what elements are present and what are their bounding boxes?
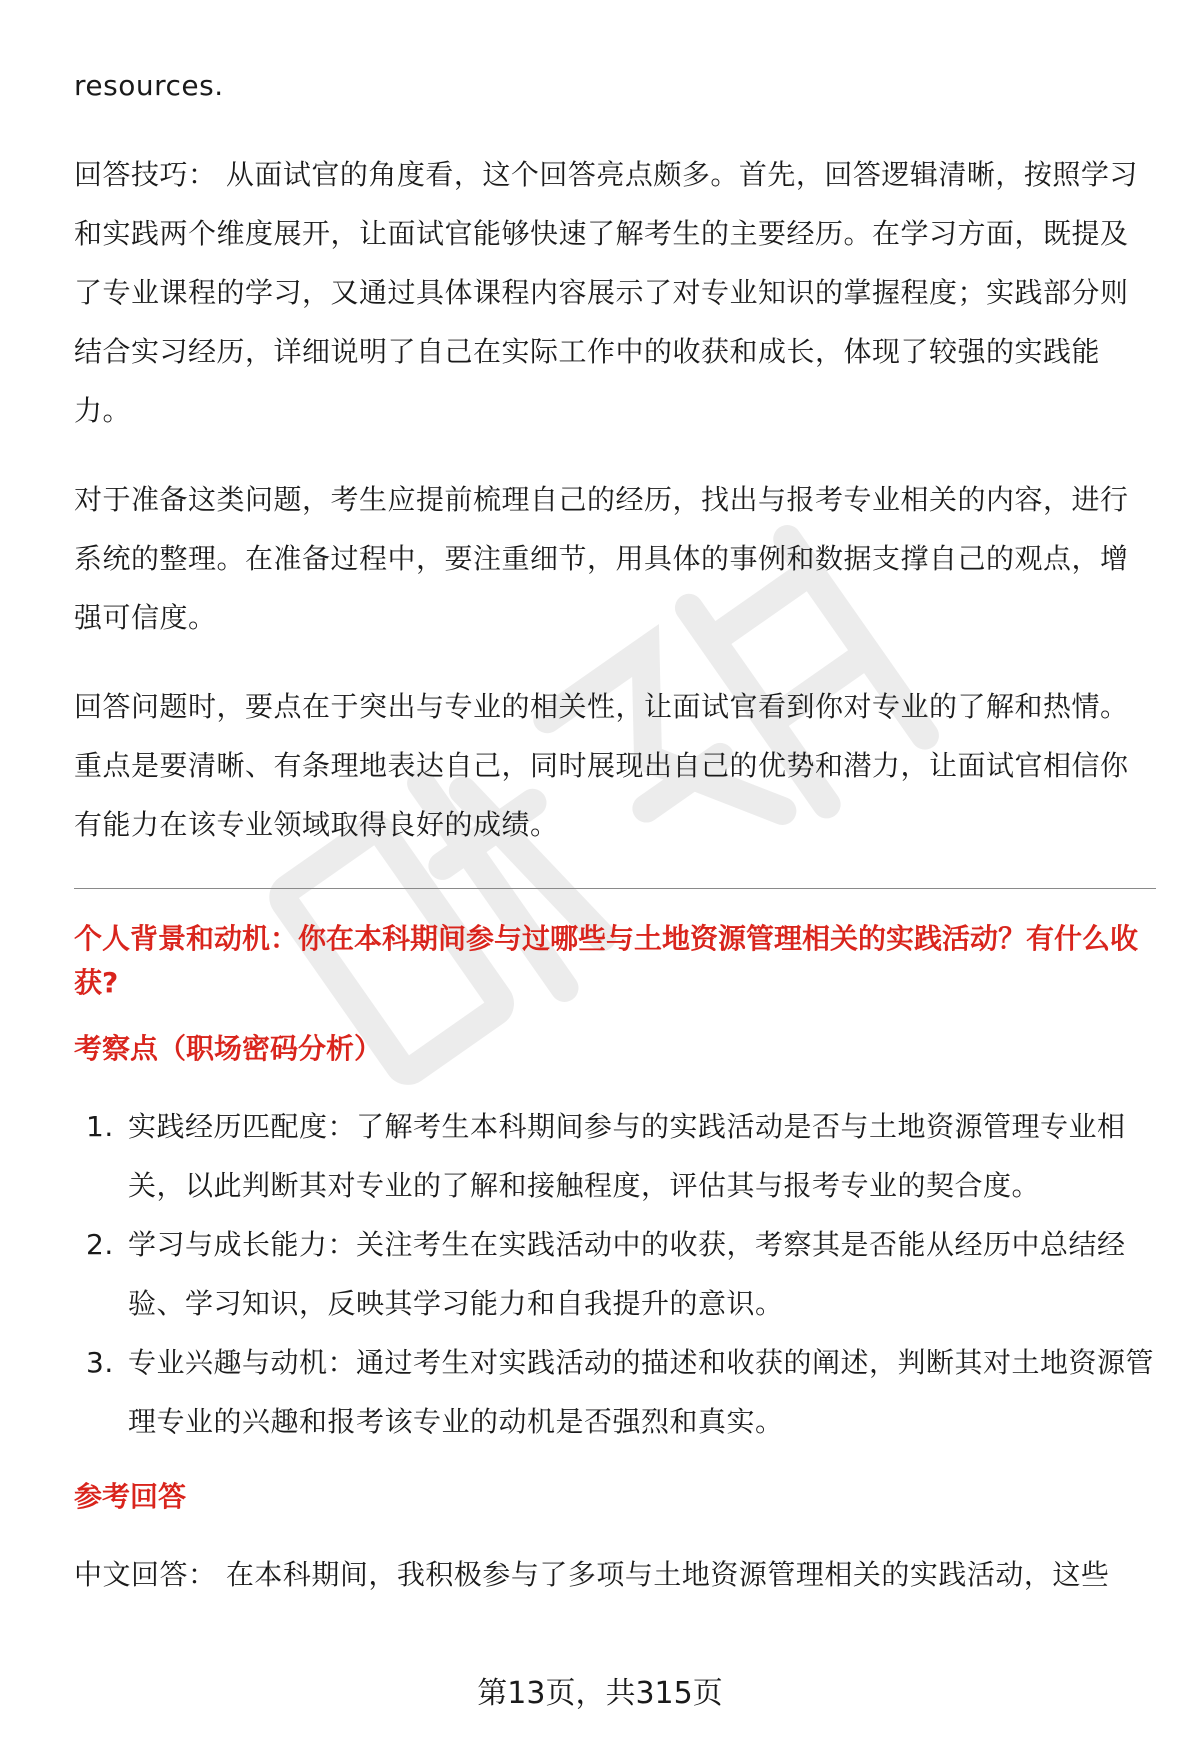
paragraph-fragment: resources.	[74, 69, 224, 102]
list-item	[74, 1333, 1156, 1451]
list-number: 3.	[86, 1346, 114, 1379]
list-number: 1.	[86, 1110, 114, 1143]
paragraph-answer-tips: 回答技巧： 从面试官的角度看，这个回答亮点颇多。首先，回答逻辑清晰，按照学习和实践两个维度展开，让面试官能够快速了解考生的主要经历。在学习方面，既提及了专业课程的学习，又通过具体课程内容展示了对专业知识的掌握程度；实践部分则结合实习经历，详细说明了自己在实际工作中的收获和成长，体现了较强的实践能力。	[74, 158, 1138, 427]
paragraph-key-points: 回答问题时，要点在于突出与专业的相关性，让面试官看到你对专业的了解和热情。重点是要清晰、有条理地表达自己，同时展现出自己的优势和潜力，让面试官相信你有能力在该专业领域取得良好的成绩。	[74, 690, 1129, 841]
paragraph-answer-start: 中文回答： 在本科期间，我积极参与了多项与土地资源管理相关的实践活动，这些	[74, 1558, 1110, 1591]
section-divider	[74, 888, 1156, 889]
list-item	[74, 1215, 1156, 1333]
answer-heading: 参考回答	[74, 1480, 187, 1513]
list-number: 2.	[86, 1228, 114, 1261]
list-text: 学习与成长能力：关注考生在实践活动中的收获，考察其是否能从经历中总结经验、学习知识，反映其学习能力和自我提升的意识。	[128, 1228, 1126, 1320]
list-text: 实践经历匹配度：了解考生本科期间参与的实践活动是否与土地资源管理专业相关，以此判断其对专业的了解和接触程度，评估其与报考专业的契合度。	[128, 1110, 1126, 1202]
question-title: 个人背景和动机：你在本科期间参与过哪些与土地资源管理相关的实践活动？有什么收获?	[74, 922, 1139, 999]
list-text: 专业兴趣与动机：通过考生对实践活动的描述和收获的阐述，判断其对土地资源管理专业的兴趣和报考该专业的动机是否强烈和真实。	[128, 1346, 1155, 1438]
list-item	[74, 1097, 1156, 1215]
analysis-list	[74, 1097, 1156, 1451]
page-footer: 第13页，共315页	[477, 1676, 723, 1711]
page-content	[74, 56, 1156, 1634]
analysis-heading: 考察点（职场密码分析）	[74, 1032, 383, 1065]
paragraph-preparation: 对于准备这类问题，考生应提前梳理自己的经历，找出与报考专业相关的内容，进行系统的整理。在准备过程中，要注重细节，用具体的事例和数据支撑自己的观点，增强可信度。	[74, 483, 1129, 634]
